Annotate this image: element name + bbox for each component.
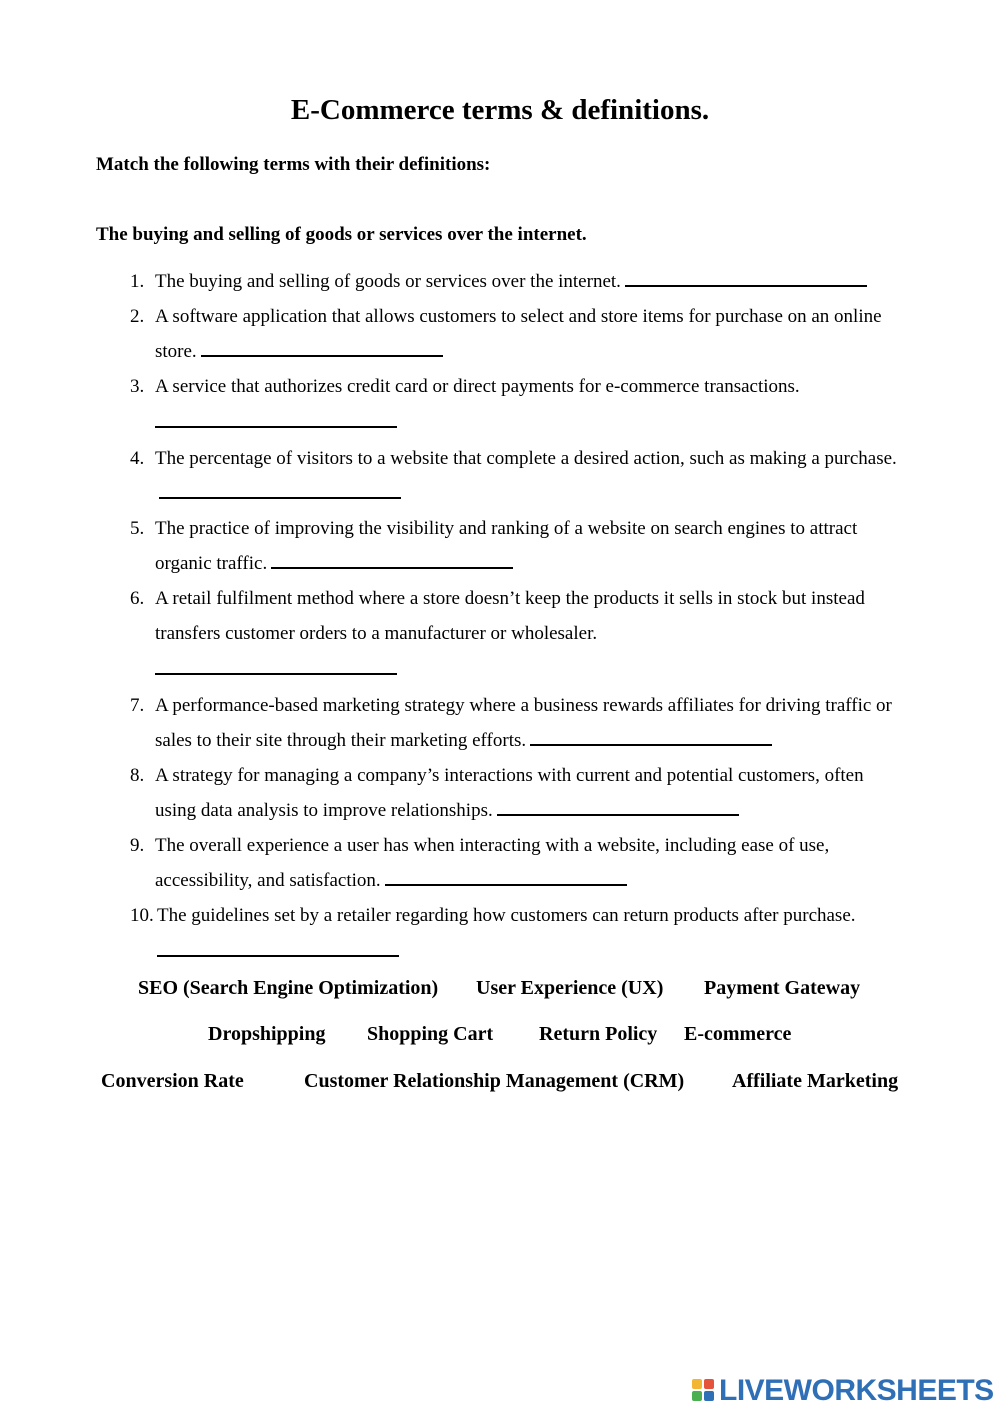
question-number: 1. [130,271,145,292]
question-text: A software application that allows customers to select and store items for purchase on an online store. [155,306,882,362]
question-item [96,758,906,828]
answer-blank[interactable] [201,335,443,357]
question-text: The guidelines set by a retailer regarding how customers can return products after purchase. [157,905,856,926]
liveworksheets-logo-icon [692,1379,716,1403]
question-number: 6. [130,588,145,609]
question-text: The overall experience a user has when interacting with a website, including ease of use, accessibility, and satisfaction. [155,835,830,891]
question-item [96,581,906,675]
answer-blank[interactable] [625,265,867,287]
question-item [96,688,906,758]
question-number: 9. [130,835,145,856]
instruction: Match the following terms with their definitions: [96,154,491,175]
question-number: 2. [130,306,145,327]
word-bank-term[interactable]: Shopping Cart [367,1023,494,1045]
question-text: The buying and selling of goods or services over the internet. [155,271,621,292]
question-item [96,898,906,957]
word-bank-term[interactable]: User Experience (UX) [476,977,664,999]
word-bank-term[interactable]: Return Policy [539,1023,658,1045]
question-number: 10. [130,905,154,926]
question-text: The percentage of visitors to a website that complete a desired action, such as making a purchase. [155,448,897,469]
word-bank-term[interactable]: E-commerce [684,1023,792,1045]
question-item [96,511,906,581]
word-bank-term[interactable]: Affiliate Marketing [732,1070,899,1092]
answer-blank[interactable] [530,724,772,746]
question-number: 7. [130,695,145,716]
question-number: 5. [130,518,145,539]
answer-blank[interactable] [155,651,397,675]
question-number: 3. [130,376,145,397]
answer-blank[interactable] [385,864,627,886]
page-title: E-Commerce terms & definitions. [290,94,710,126]
answer-blank[interactable] [271,547,513,569]
question-item [96,299,906,369]
question-text: The practice of improving the visibility and ranking of a website on search engines to attract organic traffic. [155,518,858,574]
question-item [96,369,906,428]
question-item [96,828,906,898]
question-item [96,441,906,511]
question-list [96,264,906,970]
liveworksheets-logo [692,1376,994,1406]
question-text: A service that authorizes credit card or direct payments for e-commerce transactions. [155,376,800,397]
word-bank-term[interactable]: Payment Gateway [704,977,861,999]
logo-text: LIVEWORKSHEETS [719,1374,994,1407]
subheading: The buying and selling of goods or services over the internet. [96,224,587,245]
answer-blank[interactable] [497,794,739,816]
question-text: A performance-based marketing strategy where a business rewards affiliates for driving traffic or sales to their site through their marketing efforts. [155,695,892,751]
question-item [96,264,906,299]
word-bank-term[interactable]: Conversion Rate [101,1070,244,1092]
question-text: A strategy for managing a company’s interactions with current and potential customers, often using data analysis to improve relationships. [155,765,864,821]
word-bank-term[interactable]: Customer Relationship Management (CRM) [304,1070,685,1092]
answer-blank[interactable] [157,933,399,957]
word-bank-term[interactable]: SEO (Search Engine Optimization) [138,977,439,999]
question-text: A retail fulfilment method where a store doesn’t keep the products it sells in stock but instead transfers customer orders to a manufacturer or wholesaler. [155,588,865,644]
answer-blank[interactable] [155,404,397,428]
question-number: 4. [130,448,145,469]
answer-blank[interactable] [159,477,401,499]
question-number: 8. [130,765,145,786]
word-bank-term[interactable]: Dropshipping [208,1023,326,1045]
